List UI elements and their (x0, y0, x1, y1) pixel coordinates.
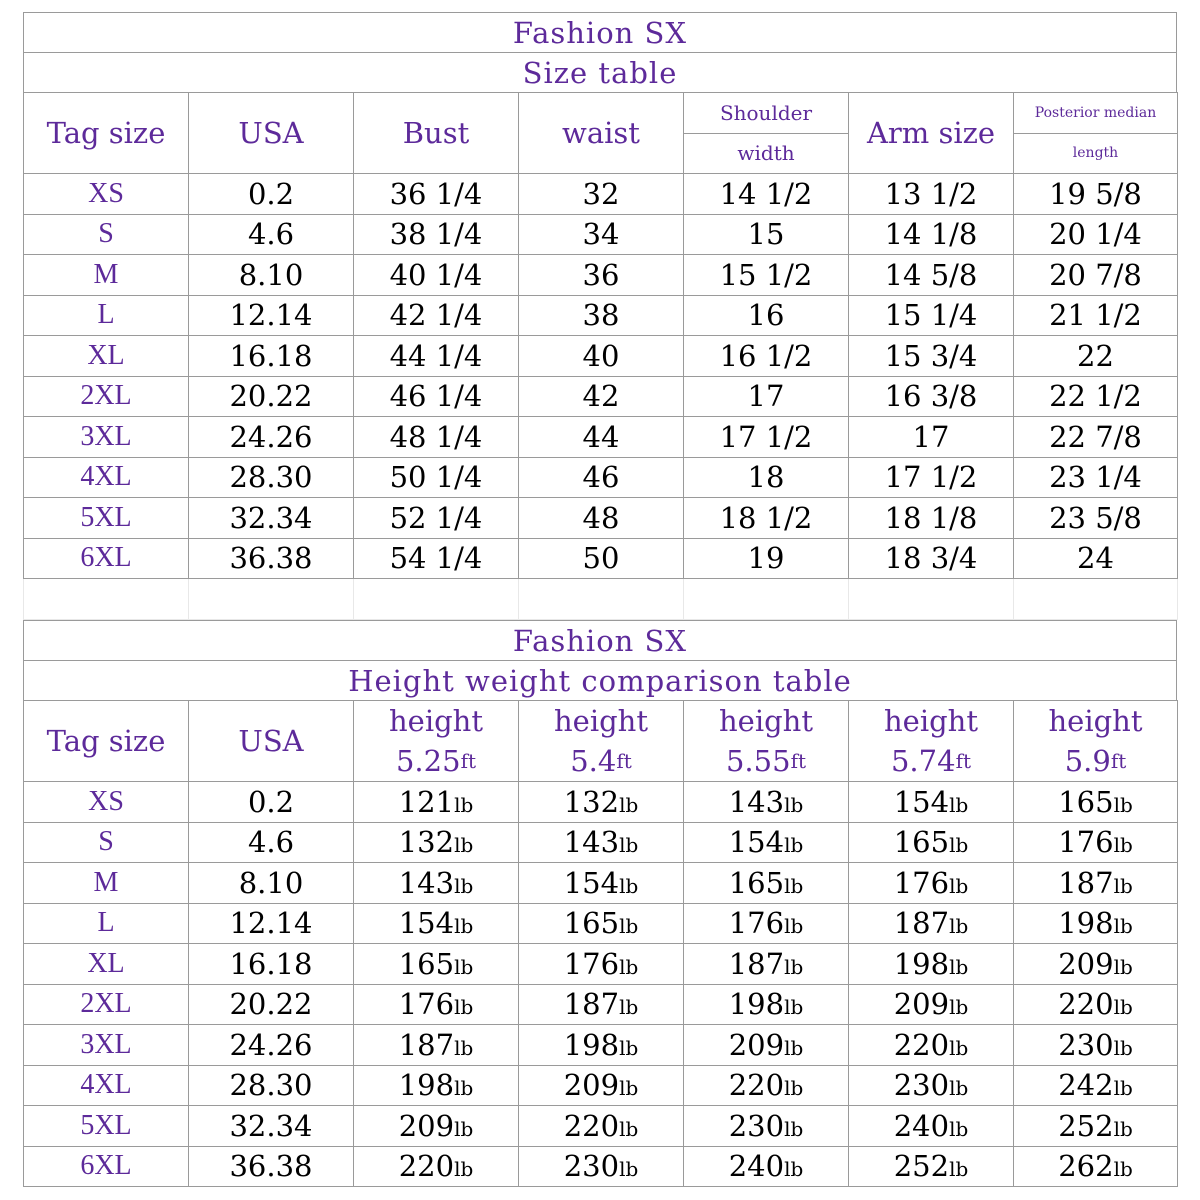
weight-cell: 165lb (1014, 782, 1178, 823)
weight-cell: 132lb (354, 822, 519, 863)
weight-unit: lb (1113, 1116, 1133, 1141)
usa-cell: 4.6 (189, 214, 354, 255)
posterior-cell: 22 1/2 (1014, 376, 1178, 417)
posterior-cell: 20 1/4 (1014, 214, 1178, 255)
weight-cell: 230lb (519, 1146, 684, 1187)
weight-cell: 220lb (684, 1065, 849, 1106)
weight-unit: lb (619, 1035, 639, 1060)
height-unit: ft (1110, 749, 1127, 773)
height-header-stack (1014, 701, 1177, 781)
height-header-stack (684, 701, 848, 781)
table-row (24, 782, 1178, 823)
usa-cell: 24.26 (189, 417, 354, 458)
weight-unit: lb (949, 995, 969, 1020)
weight-unit: lb (949, 833, 969, 858)
tag-size-cell: 2XL (24, 984, 189, 1025)
weight-cell: 209lb (849, 984, 1014, 1025)
weight-cell: 176lb (849, 863, 1014, 904)
weight-cell: 154lb (519, 863, 684, 904)
weight-unit: lb (949, 1157, 969, 1182)
weight-cell: 176lb (519, 944, 684, 985)
usa-cell: 20.22 (189, 376, 354, 417)
weight-unit: lb (454, 1035, 474, 1060)
arm-cell: 14 5/8 (849, 255, 1014, 296)
weight-unit: lb (619, 1157, 639, 1182)
weight-cell: 187lb (849, 903, 1014, 944)
bust-cell: 46 1/4 (354, 376, 519, 417)
weight-unit: lb (619, 1076, 639, 1101)
weight-cell: 220lb (1014, 984, 1178, 1025)
table-row (24, 984, 1178, 1025)
weight-unit: lb (619, 833, 639, 858)
tag-size-cell: XL (24, 944, 189, 985)
waist-cell: 36 (519, 255, 684, 296)
weight-unit: lb (619, 914, 639, 939)
weight-unit: lb (949, 914, 969, 939)
usa-cell: 36.38 (189, 1146, 354, 1187)
tag-size-cell: 6XL (24, 1146, 189, 1187)
weight-unit: lb (454, 954, 474, 979)
spacer-row (24, 579, 1178, 620)
waist-cell: 42 (519, 376, 684, 417)
usa-cell: 24.26 (189, 1025, 354, 1066)
table-row (24, 1106, 1178, 1147)
shoulder-cell: 18 1/2 (684, 498, 849, 539)
height-unit: ft (460, 749, 477, 773)
weight-unit: lb (1113, 954, 1133, 979)
tag-size-cell: 3XL (24, 1025, 189, 1066)
arm-cell: 15 3/4 (849, 336, 1014, 377)
waist-cell: 46 (519, 457, 684, 498)
table-row (24, 255, 1178, 296)
weight-cell: 121lb (354, 782, 519, 823)
height-value: 5.55 ft (725, 744, 807, 778)
usa-cell: 4.6 (189, 822, 354, 863)
usa-cell: 12.14 (189, 903, 354, 944)
usa-cell: 0.2 (189, 174, 354, 215)
usa-cell: 0.2 (189, 782, 354, 823)
usa-cell: 36.38 (189, 538, 354, 579)
weight-cell: 187lb (1014, 863, 1178, 904)
height-label: height (553, 704, 648, 738)
table-row (24, 174, 1178, 215)
weight-unit: lb (1113, 1157, 1133, 1182)
shoulder-cell: 14 1/2 (684, 174, 849, 215)
weight-cell: 143lb (354, 863, 519, 904)
header-shoulder-line1: Shoulder (719, 100, 813, 125)
arm-cell: 14 1/8 (849, 214, 1014, 255)
height-value: 5.74 ft (890, 744, 972, 778)
header-tag-size: Tag size (24, 93, 189, 174)
weight-cell: 187lb (354, 1025, 519, 1066)
bust-cell: 36 1/4 (354, 174, 519, 215)
arm-cell: 18 1/8 (849, 498, 1014, 539)
header-shoulder-width (684, 93, 849, 174)
weight-unit: lb (784, 995, 804, 1020)
weight-cell: 252lb (1014, 1106, 1178, 1147)
weight-cell: 209lb (684, 1025, 849, 1066)
weight-cell: 230lb (684, 1106, 849, 1147)
height-label: height (1048, 704, 1143, 738)
header-usa: USA (189, 93, 354, 174)
usa-cell: 12.14 (189, 295, 354, 336)
weight-unit: lb (1113, 833, 1133, 858)
waist-cell: 40 (519, 336, 684, 377)
height-value: 5.9 ft (1064, 744, 1127, 778)
arm-cell: 18 3/4 (849, 538, 1014, 579)
usa-cell: 28.30 (189, 457, 354, 498)
usa-cell: 16.18 (189, 336, 354, 377)
weight-cell: 165lb (354, 944, 519, 985)
shoulder-cell: 15 (684, 214, 849, 255)
usa-cell: 20.22 (189, 984, 354, 1025)
height-label: height (883, 704, 978, 738)
posterior-cell: 23 1/4 (1014, 457, 1178, 498)
weight-cell: 187lb (684, 944, 849, 985)
header-waist: waist (519, 93, 684, 174)
size-table-title: Size table (23, 52, 1177, 92)
weight-unit: lb (619, 995, 639, 1020)
weight-unit: lb (454, 995, 474, 1020)
tag-size-cell: S (24, 214, 189, 255)
weight-unit: lb (454, 914, 474, 939)
tag-size-cell: M (24, 863, 189, 904)
weight-unit: lb (784, 1157, 804, 1182)
header-usa: USA (189, 701, 354, 782)
tag-size-cell: XS (24, 174, 189, 215)
usa-cell: 8.10 (189, 255, 354, 296)
shoulder-cell: 16 1/2 (684, 336, 849, 377)
size-table (23, 92, 1178, 620)
header-posterior-line2: length (1014, 133, 1177, 174)
weight-cell: 209lb (1014, 944, 1178, 985)
weight-unit: lb (454, 873, 474, 898)
weight-unit: lb (1113, 1076, 1133, 1101)
height-label: height (718, 704, 813, 738)
weight-unit: lb (949, 1035, 969, 1060)
weight-cell: 165lb (684, 863, 849, 904)
size-table-header-row (24, 93, 1178, 174)
weight-unit: lb (949, 1116, 969, 1141)
height-header-stack (849, 701, 1013, 781)
tag-size-cell: XS (24, 782, 189, 823)
weight-cell: 143lb (519, 822, 684, 863)
usa-cell: 8.10 (189, 863, 354, 904)
weight-cell: 176lb (354, 984, 519, 1025)
arm-cell: 13 1/2 (849, 174, 1014, 215)
weight-unit: lb (1113, 1035, 1133, 1060)
weight-unit: lb (784, 1076, 804, 1101)
weight-unit: lb (949, 792, 969, 817)
table-row (24, 417, 1178, 458)
shoulder-cell: 17 (684, 376, 849, 417)
header-height (1014, 701, 1178, 782)
table-row (24, 295, 1178, 336)
weight-unit: lb (619, 873, 639, 898)
table-row (24, 376, 1178, 417)
size-table-brand: Fashion SX (23, 12, 1177, 52)
table-row (24, 457, 1178, 498)
table-row (24, 903, 1178, 944)
table-row (24, 822, 1178, 863)
tag-size-cell: 5XL (24, 498, 189, 539)
tag-size-cell: L (24, 903, 189, 944)
header-height (519, 701, 684, 782)
weight-cell: 165lb (519, 903, 684, 944)
weight-cell: 220lb (354, 1146, 519, 1187)
weight-cell: 165lb (849, 822, 1014, 863)
arm-cell: 17 1/2 (849, 457, 1014, 498)
weight-unit: lb (1113, 914, 1133, 939)
weight-unit: lb (784, 914, 804, 939)
weight-unit: lb (454, 1157, 474, 1182)
usa-cell: 32.34 (189, 498, 354, 539)
height-unit: ft (790, 749, 807, 773)
weight-table-title: Height weight comparison table (23, 660, 1177, 700)
bust-cell: 42 1/4 (354, 295, 519, 336)
table-row (24, 863, 1178, 904)
weight-unit: lb (454, 1116, 474, 1141)
weight-unit: lb (1113, 995, 1133, 1020)
header-height (354, 701, 519, 782)
weight-cell: 198lb (519, 1025, 684, 1066)
bust-cell: 50 1/4 (354, 457, 519, 498)
shoulder-cell: 15 1/2 (684, 255, 849, 296)
weight-cell: 230lb (1014, 1025, 1178, 1066)
waist-cell: 32 (519, 174, 684, 215)
weight-cell: 220lb (849, 1025, 1014, 1066)
table-row (24, 944, 1178, 985)
posterior-cell: 19 5/8 (1014, 174, 1178, 215)
posterior-cell: 24 (1014, 538, 1178, 579)
shoulder-cell: 16 (684, 295, 849, 336)
tag-size-cell: L (24, 295, 189, 336)
header-height (684, 701, 849, 782)
waist-cell: 34 (519, 214, 684, 255)
weight-unit: lb (454, 792, 474, 817)
height-value: 5.4 ft (570, 744, 632, 778)
height-header-stack (354, 701, 518, 781)
header-bust: Bust (354, 93, 519, 174)
posterior-cell: 22 (1014, 336, 1178, 377)
table-row (24, 1065, 1178, 1106)
header-posterior-line1: Posterior median (1034, 104, 1157, 121)
table-row (24, 498, 1178, 539)
weight-unit: lb (454, 833, 474, 858)
bust-cell: 38 1/4 (354, 214, 519, 255)
weight-cell: 252lb (849, 1146, 1014, 1187)
waist-cell: 38 (519, 295, 684, 336)
header-height (849, 701, 1014, 782)
weight-unit: lb (949, 954, 969, 979)
weight-unit: lb (1113, 792, 1133, 817)
waist-cell: 48 (519, 498, 684, 539)
height-value: 5.25 ft (395, 744, 477, 778)
height-unit: ft (616, 749, 632, 773)
posterior-cell: 20 7/8 (1014, 255, 1178, 296)
weight-unit: lb (784, 873, 804, 898)
shoulder-cell: 19 (684, 538, 849, 579)
weight-cell: 209lb (354, 1106, 519, 1147)
weight-cell: 262lb (1014, 1146, 1178, 1187)
tag-size-cell: 4XL (24, 457, 189, 498)
usa-cell: 28.30 (189, 1065, 354, 1106)
weight-cell: 198lb (354, 1065, 519, 1106)
size-chart-sheet (23, 12, 1177, 1187)
shoulder-cell: 18 (684, 457, 849, 498)
weight-cell: 209lb (519, 1065, 684, 1106)
tag-size-cell: 6XL (24, 538, 189, 579)
posterior-cell: 21 1/2 (1014, 295, 1178, 336)
weight-unit: lb (784, 954, 804, 979)
weight-unit: lb (784, 1035, 804, 1060)
tag-size-cell: 2XL (24, 376, 189, 417)
tag-size-cell: S (24, 822, 189, 863)
usa-cell: 16.18 (189, 944, 354, 985)
header-shoulder-line2: width (684, 133, 848, 174)
weight-cell: 198lb (849, 944, 1014, 985)
tag-size-cell: 4XL (24, 1065, 189, 1106)
header-arm-size: Arm size (849, 93, 1014, 174)
posterior-cell: 22 7/8 (1014, 417, 1178, 458)
weight-unit: lb (949, 873, 969, 898)
posterior-cell: 23 5/8 (1014, 498, 1178, 539)
weight-cell: 154lb (684, 822, 849, 863)
weight-cell: 240lb (684, 1146, 849, 1187)
weight-table-brand: Fashion SX (23, 620, 1177, 660)
header-posterior-length (1014, 93, 1178, 174)
table-row (24, 1146, 1178, 1187)
tag-size-cell: M (24, 255, 189, 296)
bust-cell: 52 1/4 (354, 498, 519, 539)
weight-cell: 132lb (519, 782, 684, 823)
height-label: height (388, 704, 483, 738)
bust-cell: 48 1/4 (354, 417, 519, 458)
tag-size-cell: 3XL (24, 417, 189, 458)
weight-cell: 198lb (684, 984, 849, 1025)
tag-size-cell: 5XL (24, 1106, 189, 1147)
arm-cell: 16 3/8 (849, 376, 1014, 417)
weight-unit: lb (619, 792, 639, 817)
weight-unit: lb (619, 1116, 639, 1141)
height-unit: ft (955, 749, 972, 773)
table-row (24, 538, 1178, 579)
shoulder-cell: 17 1/2 (684, 417, 849, 458)
arm-cell: 15 1/4 (849, 295, 1014, 336)
arm-cell: 17 (849, 417, 1014, 458)
weight-cell: 198lb (1014, 903, 1178, 944)
weight-cell: 220lb (519, 1106, 684, 1147)
weight-unit: lb (784, 792, 804, 817)
table-row (24, 336, 1178, 377)
height-header-stack (519, 701, 683, 781)
waist-cell: 50 (519, 538, 684, 579)
weight-cell: 242lb (1014, 1065, 1178, 1106)
table-row (24, 214, 1178, 255)
weight-unit: lb (454, 1076, 474, 1101)
weight-cell: 154lb (849, 782, 1014, 823)
waist-cell: 44 (519, 417, 684, 458)
weight-table (23, 700, 1178, 1187)
bust-cell: 44 1/4 (354, 336, 519, 377)
bust-cell: 54 1/4 (354, 538, 519, 579)
table-row (24, 1025, 1178, 1066)
weight-unit: lb (949, 1076, 969, 1101)
weight-cell: 176lb (684, 903, 849, 944)
weight-cell: 240lb (849, 1106, 1014, 1147)
weight-cell: 176lb (1014, 822, 1178, 863)
weight-cell: 187lb (519, 984, 684, 1025)
weight-table-header-row (24, 701, 1178, 782)
header-tag-size: Tag size (24, 701, 189, 782)
weight-unit: lb (784, 833, 804, 858)
bust-cell: 40 1/4 (354, 255, 519, 296)
weight-unit: lb (619, 954, 639, 979)
weight-cell: 143lb (684, 782, 849, 823)
weight-unit: lb (784, 1116, 804, 1141)
weight-cell: 154lb (354, 903, 519, 944)
usa-cell: 32.34 (189, 1106, 354, 1147)
weight-unit: lb (1113, 873, 1133, 898)
weight-cell: 230lb (849, 1065, 1014, 1106)
tag-size-cell: XL (24, 336, 189, 377)
